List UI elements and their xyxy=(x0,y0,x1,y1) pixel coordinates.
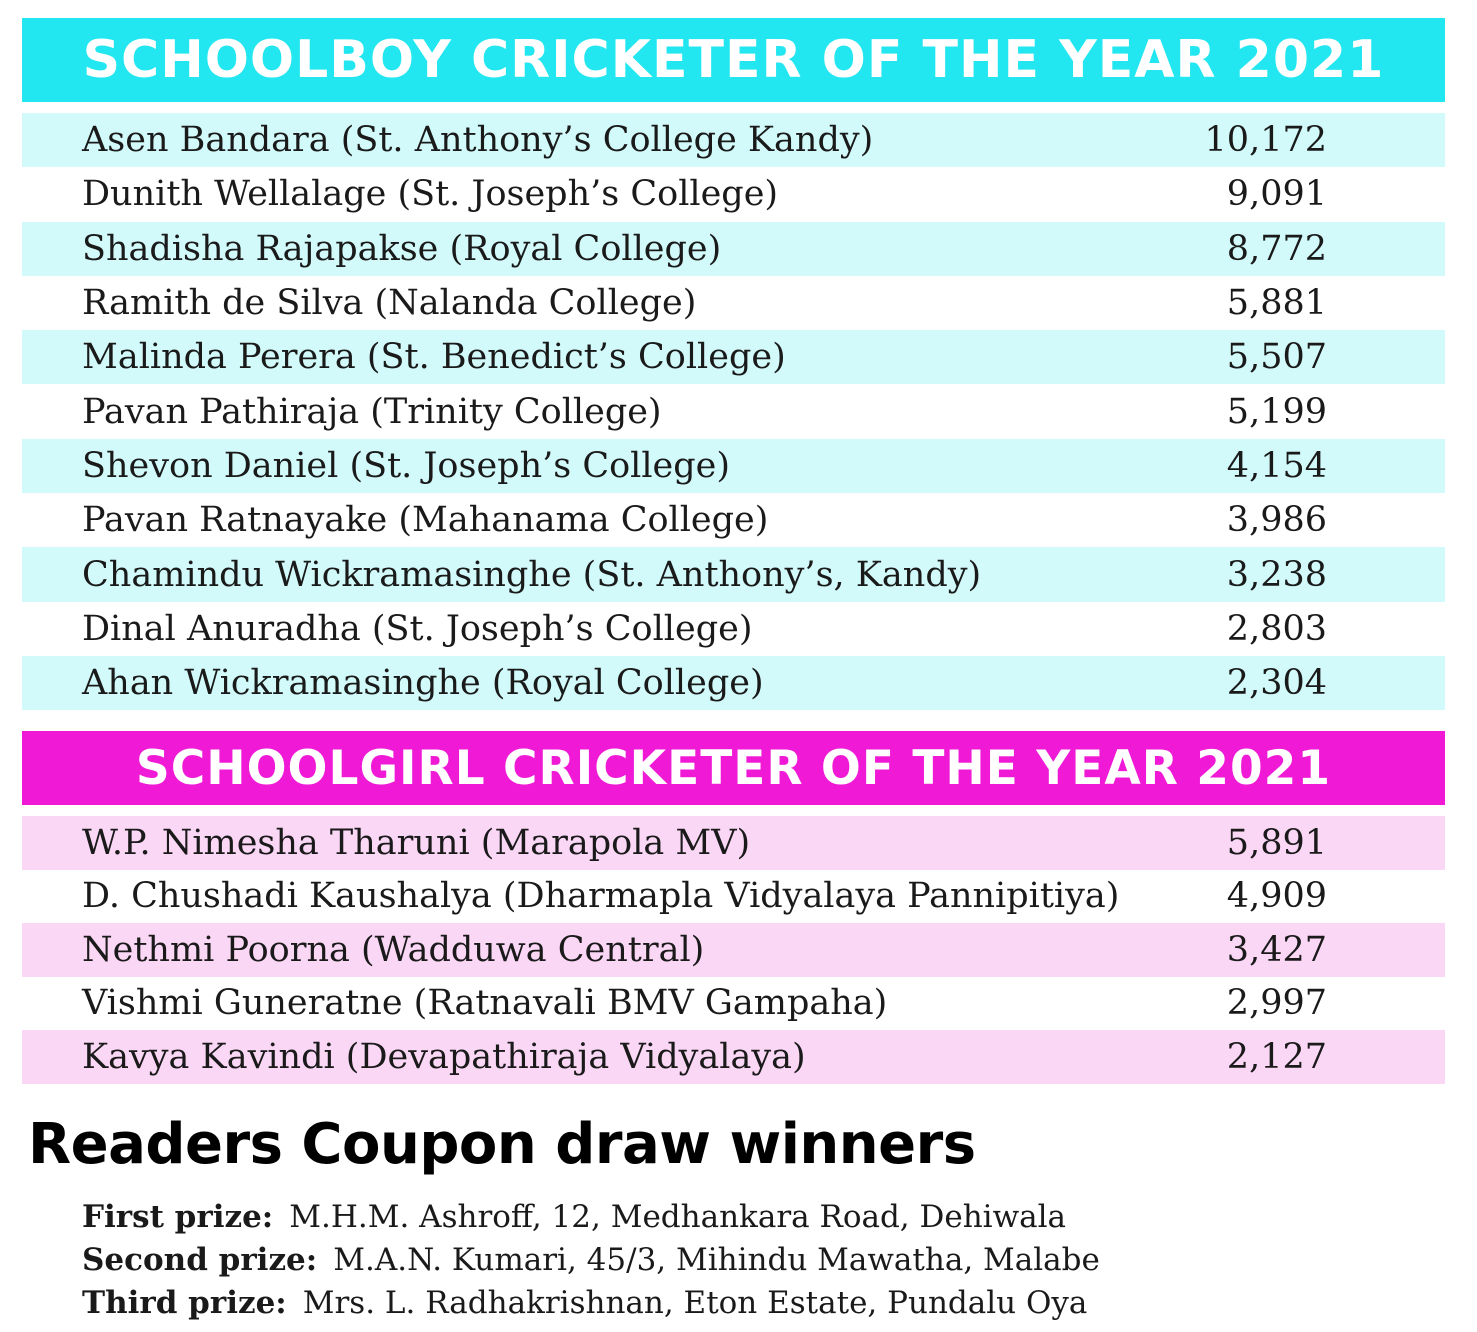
player-name: Pavan Ratnayake (Mahanama College) xyxy=(82,500,769,541)
table-row xyxy=(22,1030,1445,1084)
vote-count: 5,881 xyxy=(1226,283,1327,324)
table-row xyxy=(22,167,1445,221)
table-row xyxy=(22,222,1445,276)
player-name: Chamindu Wickramasinghe (St. Anthony’s, Kandy) xyxy=(82,554,982,595)
prize-line xyxy=(82,1196,1100,1239)
vote-count: 5,199 xyxy=(1226,391,1327,432)
schoolboy-table xyxy=(22,113,1445,710)
table-row xyxy=(22,923,1445,977)
player-name: D. Chushadi Kaushalya (Dharmapla Vidyalaya Pannipitiya) xyxy=(82,876,1120,917)
table-row xyxy=(22,493,1445,547)
prize-label: Second prize: xyxy=(82,1242,318,1278)
table-row xyxy=(22,816,1445,870)
vote-count: 4,154 xyxy=(1226,445,1327,486)
prize-label: Third prize: xyxy=(82,1285,287,1321)
vote-count: 9,091 xyxy=(1226,174,1327,215)
prize-winners-list xyxy=(82,1196,1100,1325)
schoolboy-banner xyxy=(22,18,1445,102)
table-row xyxy=(22,870,1445,924)
player-name: Malinda Perera (St. Benedict’s College) xyxy=(82,337,786,378)
vote-count: 2,803 xyxy=(1226,608,1327,649)
schoolgirl-banner xyxy=(22,731,1445,805)
vote-count: 10,172 xyxy=(1204,120,1327,161)
player-name: W.P. Nimesha Tharuni (Marapola MV) xyxy=(82,822,751,863)
player-name: Dinal Anuradha (St. Joseph’s College) xyxy=(82,608,753,649)
prize-line xyxy=(82,1282,1100,1325)
prize-winner: M.A.N. Kumari, 45/3, Mihindu Mawatha, Malabe xyxy=(333,1242,1100,1278)
vote-count: 3,427 xyxy=(1226,929,1327,970)
player-name: Dunith Wellalage (St. Joseph’s College) xyxy=(82,174,779,215)
vote-count: 5,507 xyxy=(1226,337,1327,378)
schoolboy-title: SCHOOLBOY CRICKETER OF THE YEAR 2021 xyxy=(82,30,1385,90)
table-row xyxy=(22,602,1445,656)
player-name: Vishmi Guneratne (Ratnavali BMV Gampaha) xyxy=(82,983,888,1024)
player-name: Kavya Kavindi (Devapathiraja Vidyalaya) xyxy=(82,1036,806,1077)
player-name: Pavan Pathiraja (Trinity College) xyxy=(82,391,662,432)
vote-count: 8,772 xyxy=(1226,228,1327,269)
prize-winner: M.H.M. Ashroff, 12, Medhankara Road, Dehiwala xyxy=(289,1199,1067,1235)
player-name: Ramith de Silva (Nalanda College) xyxy=(82,283,697,324)
vote-count: 2,997 xyxy=(1226,983,1327,1024)
table-row xyxy=(22,656,1445,710)
schoolgirl-title: SCHOOLGIRL CRICKETER OF THE YEAR 2021 xyxy=(135,740,1332,796)
prize-winner: Mrs. L. Radhakrishnan, Eton Estate, Pundalu Oya xyxy=(302,1285,1088,1321)
vote-count: 5,891 xyxy=(1226,822,1327,863)
table-row xyxy=(22,276,1445,330)
prize-label: First prize: xyxy=(82,1199,274,1235)
table-row xyxy=(22,113,1445,167)
vote-count: 2,304 xyxy=(1226,663,1327,704)
player-name: Ahan Wickramasinghe (Royal College) xyxy=(82,663,764,704)
table-row xyxy=(22,384,1445,438)
player-name: Shadisha Rajapakse (Royal College) xyxy=(82,228,722,269)
vote-count: 4,909 xyxy=(1226,876,1327,917)
vote-count: 3,986 xyxy=(1226,500,1327,541)
player-name: Asen Bandara (St. Anthony’s College Kandy) xyxy=(82,120,874,161)
readers-coupon-title: Readers Coupon draw winners xyxy=(28,1112,976,1177)
schoolgirl-table xyxy=(22,816,1445,1084)
table-row xyxy=(22,439,1445,493)
vote-count: 3,238 xyxy=(1226,554,1327,595)
vote-count: 2,127 xyxy=(1226,1036,1327,1077)
table-row xyxy=(22,547,1445,601)
player-name: Nethmi Poorna (Wadduwa Central) xyxy=(82,929,705,970)
table-row xyxy=(22,977,1445,1031)
table-row xyxy=(22,330,1445,384)
player-name: Shevon Daniel (St. Joseph’s College) xyxy=(82,445,731,486)
prize-line xyxy=(82,1239,1100,1282)
